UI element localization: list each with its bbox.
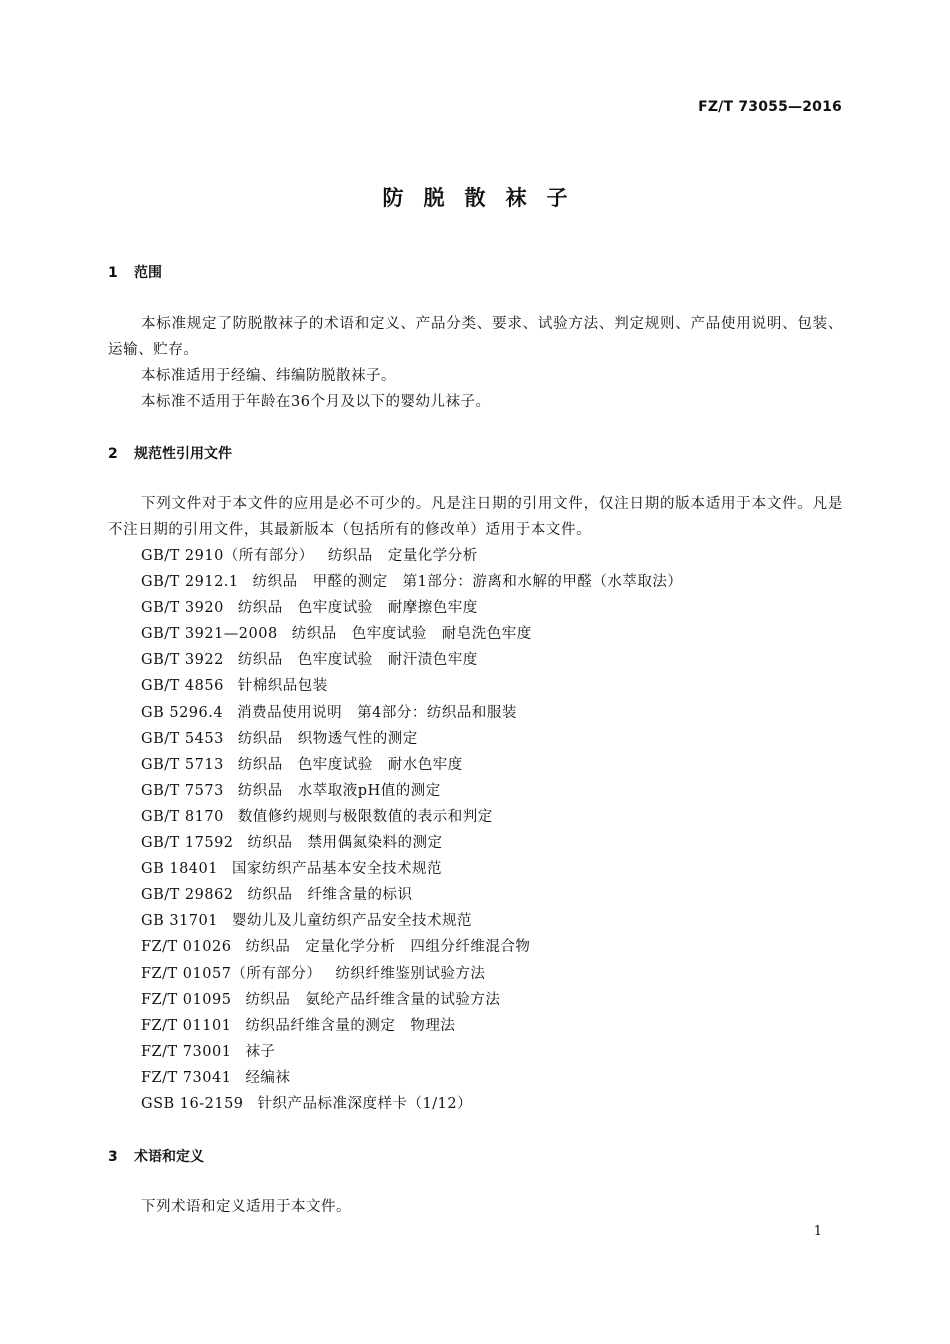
reference-code: FZ/T 01101 (141, 1017, 232, 1034)
reference-code: GSB 16-2159 (141, 1095, 244, 1112)
reference-item (141, 856, 682, 882)
reference-code: GB 18401 (141, 861, 218, 878)
paragraph: 本标准规定了防脱散袜子的术语和定义、产品分类、要求、试验方法、判定规则、产品使用说明、包装、运输、贮存。 (108, 316, 843, 358)
reference-item (141, 595, 682, 621)
reference-item (141, 621, 682, 647)
reference-item (141, 726, 682, 752)
reference-item (141, 1013, 682, 1039)
reference-item (141, 934, 682, 960)
document-title: 防脱散袜子 (382, 186, 588, 210)
reference-code: GB/T 3921—2008 (141, 626, 278, 643)
reference-item (141, 778, 682, 804)
reference-title: 经编袜 (245, 1069, 291, 1086)
section-number: 1 (108, 265, 118, 281)
reference-code: GB 31701 (141, 913, 218, 930)
section-number: 2 (108, 446, 118, 462)
reference-item (141, 647, 682, 673)
reference-title: 纺织品 氨纶产品纤维含量的试验方法 (245, 991, 501, 1008)
reference-item (141, 908, 682, 934)
reference-title: 纺织品 水萃取液pH值的测定 (237, 782, 441, 799)
reference-title: 纺织品 甲醛的测定 第1部分：游离和水解的甲醛（水萃取法） (252, 574, 683, 591)
reference-code: FZ/T 73001 (141, 1043, 232, 1060)
reference-title: 纺织品 禁用偶氮染料的测定 (247, 835, 443, 852)
reference-item (141, 830, 682, 856)
reference-item (141, 752, 682, 778)
reference-title: 纺织品 色牢度试验 耐皂洗色牢度 (291, 626, 532, 643)
reference-code: GB/T 29862 (141, 887, 234, 904)
reference-title: 纺织品 色牢度试验 耐摩擦色牢度 (237, 600, 478, 617)
page-number: 1 (813, 1224, 822, 1239)
reference-item (141, 1039, 682, 1065)
reference-title: 纺织品 色牢度试验 耐水色牢度 (237, 756, 463, 773)
reference-item (141, 804, 682, 830)
reference-title: 婴幼儿及儿童纺织产品安全技术规范 (231, 913, 472, 930)
paragraph: 本标准不适用于年龄在36个月及以下的婴幼儿袜子。 (141, 394, 491, 410)
reference-title: 纺织品纤维含量的测定 物理法 (245, 1017, 456, 1034)
reference-item (141, 543, 682, 569)
reference-item (141, 1091, 682, 1117)
reference-title: 纺织品 织物透气性的测定 (237, 730, 418, 747)
reference-code: GB/T 3920 (141, 600, 224, 617)
reference-code: GB/T 8170 (141, 808, 224, 825)
section-title: 规范性引用文件 (134, 446, 232, 462)
reference-title: 针织产品标准深度样卡（1/12） (257, 1095, 473, 1112)
reference-title: 数值修约规则与极限数值的表示和判定 (237, 808, 493, 825)
reference-code: GB/T 7573 (141, 782, 224, 799)
reference-title: 纺织纤维鉴别试验方法 (335, 965, 486, 982)
paragraph: 下列文件对于本文件的应用是必不可少的。凡是注日期的引用文件，仅注日期的版本适用于本文件。凡是不注日期的引用文件，其最新版本（包括所有的修改单）适用于本文件。 (108, 496, 843, 538)
reference-code: FZ/T 01095 (141, 991, 232, 1008)
reference-item (141, 673, 682, 699)
reference-code: FZ/T 01057（所有部分） (141, 965, 322, 982)
reference-code: GB/T 2910（所有部分） (141, 548, 314, 564)
paragraph: 本标准适用于经编、纬编防脱散袜子。 (141, 368, 396, 384)
section-3-heading (108, 1146, 204, 1166)
reference-item (141, 1065, 682, 1091)
section-number: 3 (108, 1149, 118, 1165)
reference-title: 纺织品 定量化学分析 (327, 548, 478, 564)
reference-code: FZ/T 01026 (141, 939, 232, 956)
reference-code: GB/T 5713 (141, 756, 224, 773)
section-title: 术语和定义 (134, 1149, 204, 1165)
reference-code: GB 5296.4 (141, 704, 224, 721)
reference-title: 纺织品 定量化学分析 四组分纤维混合物 (245, 939, 531, 956)
reference-item (141, 987, 682, 1013)
reference-title: 袜子 (245, 1043, 276, 1060)
reference-code: GB/T 3922 (141, 652, 224, 669)
reference-code: FZ/T 73041 (141, 1069, 232, 1086)
reference-item (141, 882, 682, 908)
reference-code: GB/T 2912.1 (141, 574, 239, 591)
reference-title: 纺织品 纤维含量的标识 (247, 887, 413, 904)
section-1-heading (108, 262, 162, 282)
reference-item (141, 569, 682, 595)
reference-item (141, 700, 682, 726)
paragraph: 下列术语和定义适用于本文件。 (141, 1199, 351, 1215)
standard-code: FZ/T 73055—2016 (698, 99, 842, 115)
section-2-heading (108, 443, 232, 463)
reference-title: 国家纺织产品基本安全技术规范 (231, 861, 442, 878)
reference-code: GB/T 17592 (141, 835, 234, 852)
reference-title: 针棉织品包装 (237, 678, 328, 695)
section-title: 范围 (134, 265, 162, 281)
reference-code: GB/T 4856 (141, 678, 224, 695)
normative-references-list (141, 543, 682, 1117)
reference-code: GB/T 5453 (141, 730, 224, 747)
reference-item (141, 961, 682, 987)
reference-title: 纺织品 色牢度试验 耐汗渍色牢度 (237, 652, 478, 669)
reference-title: 消费品使用说明 第4部分：纺织品和服装 (237, 704, 517, 721)
